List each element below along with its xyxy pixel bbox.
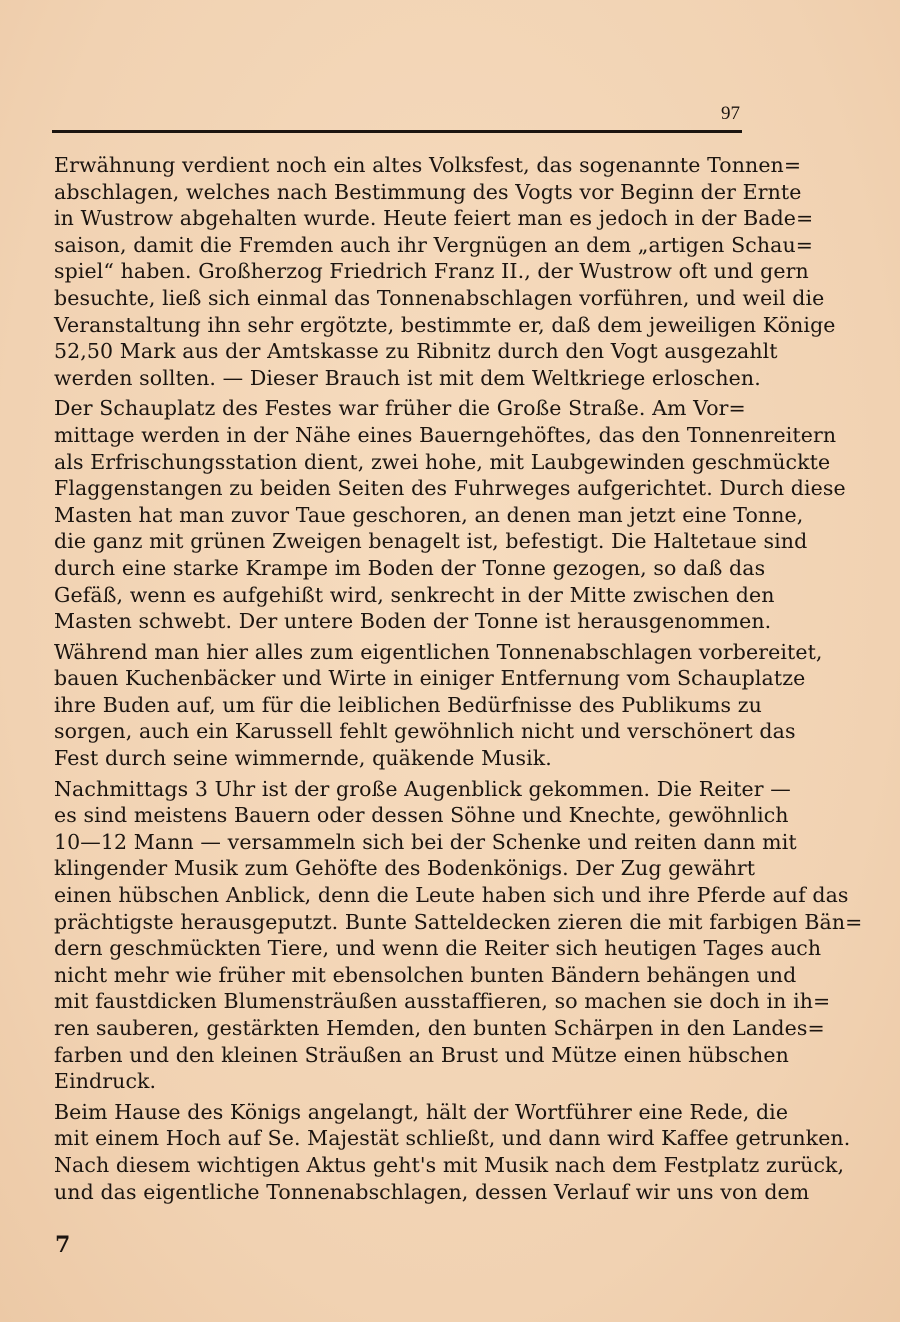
paragraph: [54, 776, 863, 1095]
text-line: und das eigentliche Tonnenabschlagen, dessen Verlauf wir uns von dem: [54, 1179, 810, 1204]
text-line: nicht mehr wie früher mit ebensolchen bunten Bändern behängen und: [54, 962, 797, 987]
text-line: Beim Hause des Königs angelangt, hält der Wortführer eine Rede, die: [54, 1099, 789, 1124]
paragraph: [54, 639, 823, 772]
text-line: Gefäß, wenn es aufgehißt wird, senkrecht in der Mitte zwischen den: [54, 582, 775, 607]
paragraph: [54, 1099, 851, 1205]
signature-mark: 7: [55, 1232, 71, 1258]
text-line: abschlagen, welches nach Bestimmung des Vogts vor Beginn der Ernte: [54, 179, 802, 204]
text-line: werden sollten. — Dieser Brauch ist mit dem Weltkriege erloschen.: [54, 365, 761, 390]
text-line: die ganz mit grünen Zweigen benagelt ist, befestigt. Die Haltetaue sind: [54, 529, 808, 554]
text-line: mit einem Hoch auf Se. Majestät schließt, und dann wird Kaffee getrunken.: [54, 1126, 851, 1151]
text-line: einen hübschen Anblick, denn die Leute haben sich und ihre Pferde auf das: [54, 883, 849, 908]
text-line: besuchte, ließ sich einmal das Tonnenabschlagen vorführen, und weil die: [54, 285, 825, 310]
text-line: prächtigste herausgeputzt. Bunte Satteldecken zieren die mit farbigen Bän=: [54, 909, 863, 934]
text-line: Nach diesem wichtigen Aktus geht's mit Musik nach dem Festplatz zurück,: [54, 1152, 845, 1177]
paragraph: [54, 395, 846, 634]
paragraph: [54, 152, 836, 391]
text-line: in Wustrow abgehalten wurde. Heute feiert man es jedoch in der Bade=: [54, 206, 814, 231]
text-line: Masten schwebt. Der untere Boden der Tonne ist herausgenommen.: [54, 609, 772, 634]
text-line: bauen Kuchenbäcker und Wirte in einiger Entfernung vom Schauplatze: [54, 666, 806, 691]
text-line: saison, damit die Fremden auch ihr Vergnügen an dem „artigen Schau=: [54, 232, 814, 257]
text-line: sorgen, auch ein Karussell fehlt gewöhnlich nicht und verschönert das: [54, 719, 796, 744]
text-line: Nachmittags 3 Uhr ist der große Augenblick gekommen. Die Reiter —: [54, 776, 791, 801]
text-line: mittage werden in der Nähe eines Bauerngehöftes, das den Tonnenreitern: [54, 422, 837, 447]
text-line: spiel“ haben. Großherzog Friedrich Franz II., der Wustrow oft und gern: [54, 259, 809, 284]
page-number: 97: [721, 103, 740, 124]
text-line: Veranstaltung ihn sehr ergötzte, bestimmte er, daß dem jeweiligen Könige: [54, 312, 836, 337]
text-line: Eindruck.: [54, 1069, 157, 1094]
text-line: 10—12 Mann — versammeln sich bei der Schenke und reiten dann mit: [54, 829, 797, 854]
text-line: dern geschmückten Tiere, und wenn die Reiter sich heutigen Tages auch: [54, 936, 822, 961]
text-line: farben und den kleinen Sträußen an Brust und Mütze einen hübschen: [54, 1042, 789, 1067]
text-line: klingender Musik zum Gehöfte des Bodenkönigs. Der Zug gewährt: [54, 856, 756, 881]
text-line: als Erfrischungsstation dient, zwei hohe, mit Laubgewinden geschmückte: [54, 449, 831, 474]
text-line: Während man hier alles zum eigentlichen Tonnenabschlagen vorbereitet,: [54, 639, 823, 664]
text-line: Der Schauplatz des Festes war früher die Große Straße. Am Vor=: [54, 396, 746, 421]
text-line: ihre Buden auf, um für die leiblichen Bedürfnisse des Publikums zu: [54, 692, 762, 717]
text-line: Fest durch seine wimmernde, quäkende Musik.: [54, 746, 552, 771]
text-line: Erwähnung verdient noch ein altes Volksfest, das sogenannte Tonnen=: [54, 153, 802, 177]
text-line: Masten hat man zuvor Taue geschoren, an denen man jetzt eine Tonne,: [54, 502, 804, 527]
header-rule: [52, 130, 742, 133]
body-text: [54, 152, 863, 1205]
text-line: mit faustdicken Blumensträußen ausstaffieren, so machen sie doch in ih=: [54, 989, 831, 1014]
text-line: 52,50 Mark aus der Amtskasse zu Ribnitz durch den Vogt ausgezahlt: [54, 339, 778, 364]
text-line: ren sauberen, gestärkten Hemden, den bunten Schärpen in den Landes=: [54, 1016, 825, 1040]
text-line: Flaggenstangen zu beiden Seiten des Fuhrweges aufgerichtet. Durch diese: [54, 476, 846, 501]
text-line: es sind meistens Bauern oder dessen Söhne und Knechte, gewöhnlich: [54, 803, 789, 828]
text-line: durch eine starke Krampe im Boden der Tonne gezogen, so daß das: [54, 555, 766, 580]
